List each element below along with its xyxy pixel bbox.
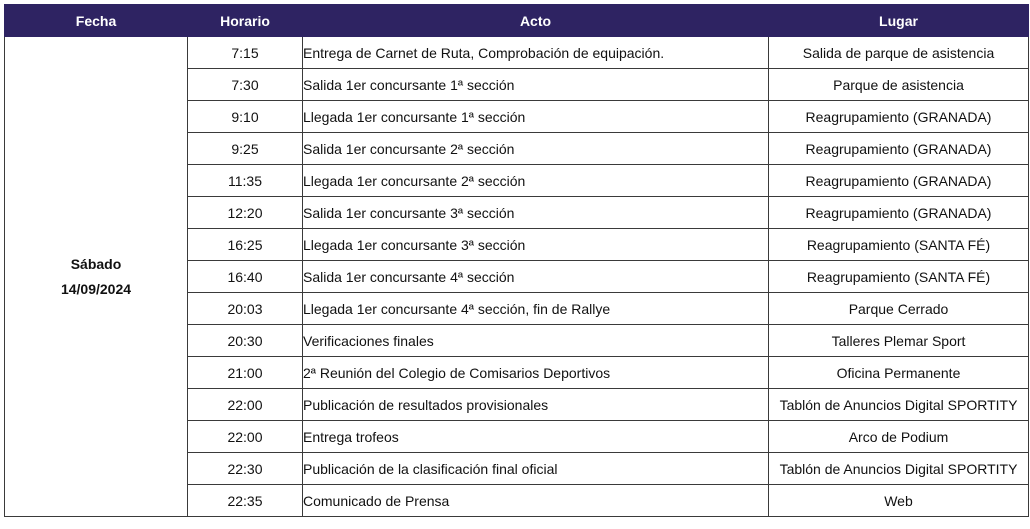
time-cell: 22:00 bbox=[188, 389, 303, 421]
place-cell: Arco de Podium bbox=[769, 421, 1029, 453]
act-cell: Entrega de Carnet de Ruta, Comprobación de equipación. bbox=[303, 37, 769, 69]
time-cell: 20:30 bbox=[188, 325, 303, 357]
place-cell: Reagrupamiento (GRANADA) bbox=[769, 133, 1029, 165]
act-cell: Salida 1er concursante 4ª sección bbox=[303, 261, 769, 293]
time-cell: 16:40 bbox=[188, 261, 303, 293]
place-cell: Tablón de Anuncios Digital SPORTITY bbox=[769, 453, 1029, 485]
act-cell: Salida 1er concursante 3ª sección bbox=[303, 197, 769, 229]
place-cell: Parque de asistencia bbox=[769, 69, 1029, 101]
place-cell: Talleres Plemar Sport bbox=[769, 325, 1029, 357]
act-cell: Comunicado de Prensa bbox=[303, 485, 769, 517]
act-cell: Salida 1er concursante 1ª sección bbox=[303, 69, 769, 101]
act-cell: Llegada 1er concursante 1ª sección bbox=[303, 101, 769, 133]
act-cell: Publicación de la clasificación final oficial bbox=[303, 453, 769, 485]
act-cell: 2ª Reunión del Colegio de Comisarios Deportivos bbox=[303, 357, 769, 389]
place-cell: Tablón de Anuncios Digital SPORTITY bbox=[769, 389, 1029, 421]
time-cell: 20:03 bbox=[188, 293, 303, 325]
act-cell: Salida 1er concursante 2ª sección bbox=[303, 133, 769, 165]
place-cell: Salida de parque de asistencia bbox=[769, 37, 1029, 69]
time-cell: 9:25 bbox=[188, 133, 303, 165]
time-cell: 22:00 bbox=[188, 421, 303, 453]
time-cell: 11:35 bbox=[188, 165, 303, 197]
date-day: Sábado bbox=[70, 255, 122, 272]
place-cell: Reagrupamiento (GRANADA) bbox=[769, 165, 1029, 197]
place-cell: Reagrupamiento (GRANADA) bbox=[769, 101, 1029, 133]
header-row bbox=[5, 5, 1029, 37]
date-value: 14/09/2024 bbox=[60, 280, 132, 297]
header-acto: Acto bbox=[303, 5, 769, 37]
header-fecha: Fecha bbox=[5, 5, 188, 37]
time-cell: 21:00 bbox=[188, 357, 303, 389]
header-horario: Horario bbox=[188, 5, 303, 37]
time-cell: 16:25 bbox=[188, 229, 303, 261]
schedule-table bbox=[4, 4, 1029, 517]
place-cell: Oficina Permanente bbox=[769, 357, 1029, 389]
time-cell: 7:30 bbox=[188, 69, 303, 101]
act-cell: Publicación de resultados provisionales bbox=[303, 389, 769, 421]
act-cell: Llegada 1er concursante 2ª sección bbox=[303, 165, 769, 197]
time-cell: 9:10 bbox=[188, 101, 303, 133]
place-cell: Web bbox=[769, 485, 1029, 517]
act-cell: Llegada 1er concursante 4ª sección, fin de Rallye bbox=[303, 293, 769, 325]
time-cell: 22:30 bbox=[188, 453, 303, 485]
time-cell: 22:35 bbox=[188, 485, 303, 517]
act-cell: Entrega trofeos bbox=[303, 421, 769, 453]
act-cell: Llegada 1er concursante 3ª sección bbox=[303, 229, 769, 261]
date-cell bbox=[5, 37, 188, 517]
place-cell: Reagrupamiento (SANTA FÉ) bbox=[769, 261, 1029, 293]
time-cell: 7:15 bbox=[188, 37, 303, 69]
header-lugar: Lugar bbox=[769, 5, 1029, 37]
place-cell: Reagrupamiento (SANTA FÉ) bbox=[769, 229, 1029, 261]
act-cell: Verificaciones finales bbox=[303, 325, 769, 357]
place-cell: Reagrupamiento (GRANADA) bbox=[769, 197, 1029, 229]
table-row bbox=[5, 37, 1029, 69]
time-cell: 12:20 bbox=[188, 197, 303, 229]
place-cell: Parque Cerrado bbox=[769, 293, 1029, 325]
